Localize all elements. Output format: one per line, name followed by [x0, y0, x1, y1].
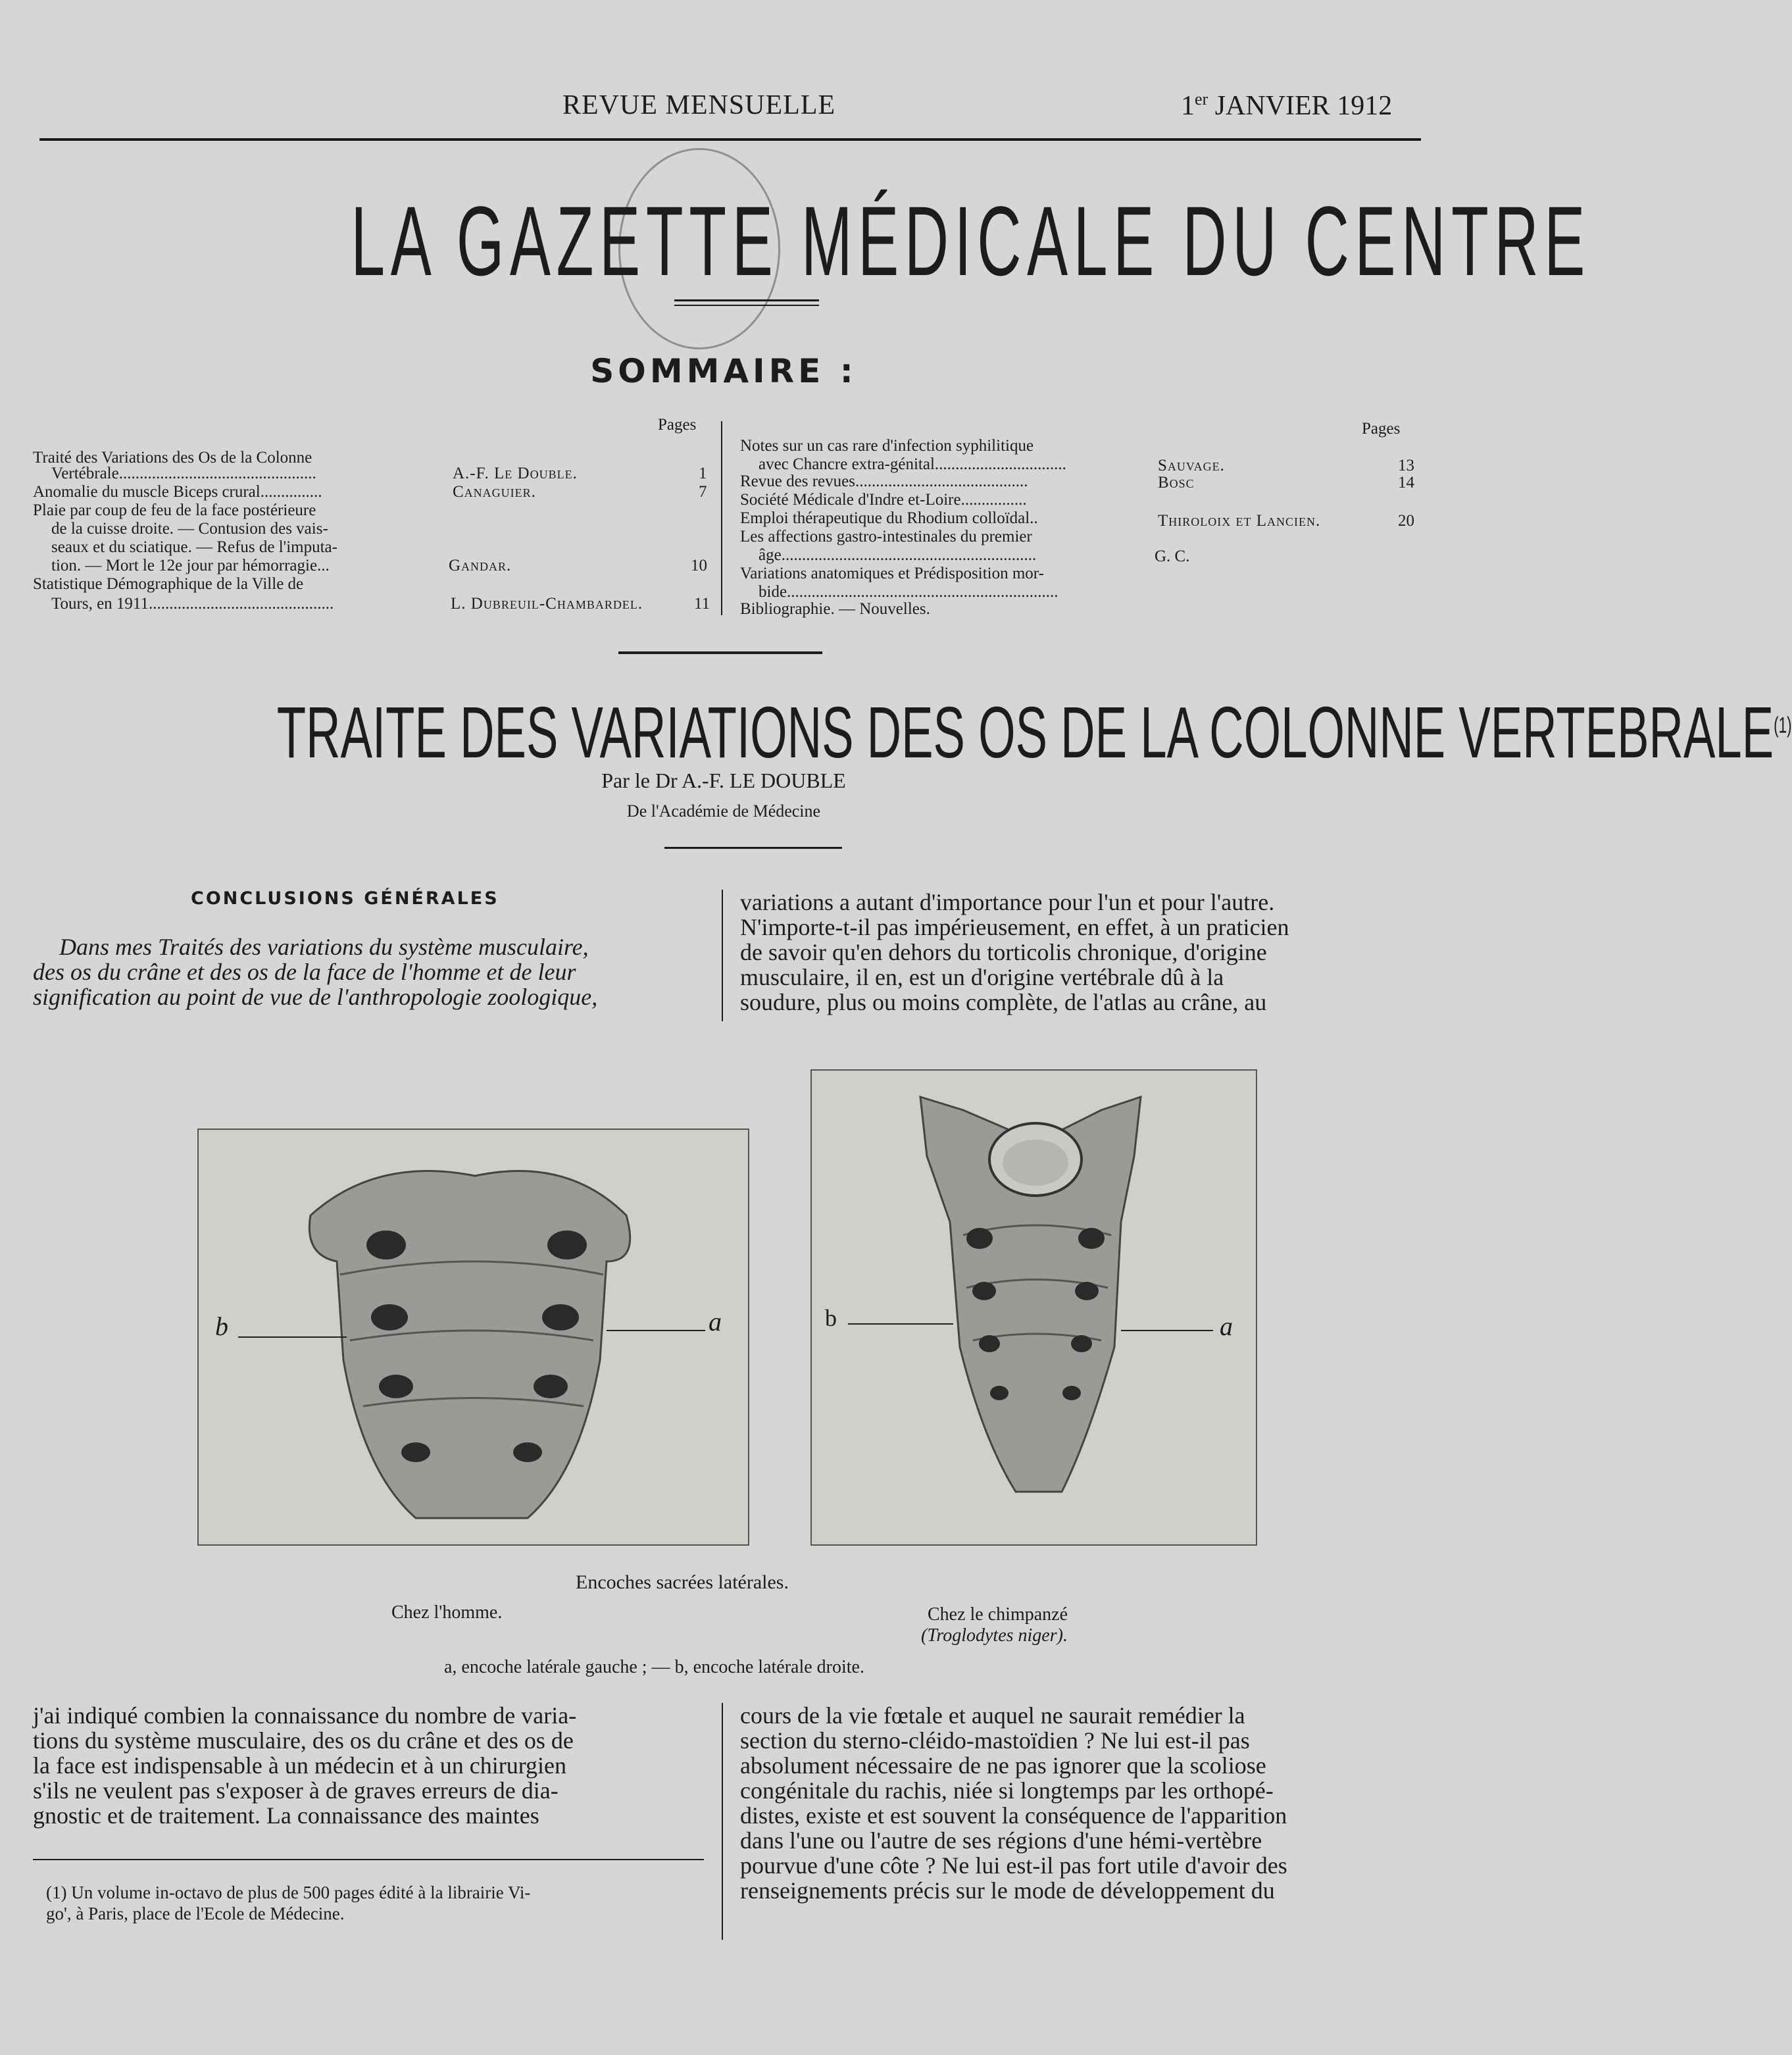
text-line: gnostic et de traitement. La connaissance des maintes	[33, 1802, 539, 1829]
toc-entry-title[interactable]: Tours, en 1911.............................................	[51, 595, 334, 613]
masthead-underline-2	[674, 305, 819, 306]
column-2-top	[740, 890, 1411, 1015]
column-1-bottom	[33, 1703, 704, 1828]
toc-entry-page: 7	[699, 483, 707, 501]
toc-entry-title[interactable]: Anomalie du muscle Biceps crural...............	[33, 483, 322, 501]
toc-entry-title[interactable]: Revue des revues..........................................	[740, 472, 1028, 490]
toc-entry-title[interactable]: Les affections gastro-intestinales du premier	[740, 528, 1032, 545]
toc-entry-title[interactable]: Plaie par coup de feu de la face postérieure	[33, 501, 316, 519]
figure-left-label: Chez l'homme.	[391, 1602, 503, 1623]
footnote-line: go', à Paris, place de l'Ecole de Médecine.	[46, 1904, 345, 1923]
toc-entry-title[interactable]: seaux et du sciatique. — Refus de l'imputa-	[51, 538, 337, 556]
label-b: b	[215, 1311, 228, 1341]
text-line: s'ils ne veulent pas s'exposer à de graves erreurs de dia-	[33, 1777, 559, 1804]
byline-rule	[664, 847, 842, 849]
column-divider-top	[722, 890, 723, 1021]
toc-entry-author: Bosc	[1158, 474, 1195, 492]
figure-chimpanzee-sacrum	[810, 1069, 1257, 1546]
toc-entry-author: G. C.	[1155, 547, 1190, 565]
toc-entry-author: Sauvage.	[1158, 457, 1225, 474]
text-line: N'importe-t-il pas impérieusement, en effet, à un praticien	[740, 914, 1289, 940]
text-line: dans l'une ou l'autre de ses régions d'une hémi-vertèbre	[740, 1827, 1262, 1854]
text-line: variations a autant d'importance pour l'un et pour l'autre.	[740, 889, 1275, 915]
article-byline: Par le Dr A.-F. LE DOUBLE	[601, 769, 846, 792]
text-line: Dans mes Traités des variations du système musculaire,	[59, 934, 589, 960]
toc-entry-title[interactable]: âge..............................................................	[759, 546, 1037, 564]
sommaire-heading: SOMMAIRE :	[590, 352, 857, 390]
toc-entry-author: Thiroloix et Lancien.	[1158, 512, 1321, 530]
text-line: cours de la vie fœtale et auquel ne saurait remédier la	[740, 1702, 1245, 1729]
human-sacrum-drawing	[199, 1130, 748, 1544]
column-2-bottom	[740, 1703, 1411, 1903]
toc-entry-title[interactable]: Société Médicale d'Indre et-Loire................	[740, 491, 1027, 509]
footnote-line: (1) Un volume in-octavo de plus de 500 pages édité à la librairie Vi-	[46, 1883, 531, 1902]
column-divider-bottom	[722, 1703, 723, 1940]
toc-entry-author: A.-F. Le Double.	[453, 465, 578, 482]
toc-entry-title[interactable]: de la cuisse droite. — Contusion des vais-	[51, 520, 328, 538]
figure-right-label-1: Chez le chimpanzé	[928, 1604, 1068, 1625]
section-rule	[618, 651, 822, 654]
section-heading: CONCLUSIONS GÉNÉRALES	[191, 888, 499, 909]
text-line: la face est indispensable à un médecin et à un chirurgien	[33, 1752, 567, 1779]
text-line: absolument nécessaire de ne pas ignorer que la scoliose	[740, 1752, 1266, 1779]
pages-label-left: Pages	[658, 416, 697, 434]
toc-entry-page: 14	[1398, 474, 1414, 492]
toc-entry-title[interactable]: Vertébrale................................................	[51, 465, 316, 482]
toc-entry-author: Canaguier.	[453, 483, 536, 501]
toc-entry-title[interactable]: bide..................................................................	[759, 583, 1058, 601]
toc-entry-author: L. Dubreuil-Chambardel.	[451, 595, 643, 613]
toc-entry-author: Gandar.	[449, 557, 512, 574]
text-line: musculaire, il en, est un d'origine vertébrale dû à la	[740, 964, 1224, 990]
text-line: des os du crâne et des os de la face de l'homme et de leur	[33, 959, 576, 985]
label-a: a	[1220, 1311, 1233, 1341]
header-rule	[39, 138, 1421, 141]
toc-entry-title[interactable]: Emploi thérapeutique du Rhodium colloïdal..	[740, 509, 1038, 527]
toc-entry-page: 1	[699, 465, 707, 482]
masthead-underline	[674, 299, 819, 301]
toc-entry-page: 10	[691, 557, 707, 574]
issue-date: 1er JANVIER 1912	[1181, 89, 1393, 121]
text-line: congénitale du rachis, niée si longtemps par les orthopé-	[740, 1777, 1274, 1804]
article-title: TRAITE DES VARIATIONS DES OS DE LA COLONNE VERTEBRALE$^{(1)}$	[276, 692, 1792, 773]
article-affiliation: De l'Académie de Médecine	[626, 801, 821, 821]
label-a: a	[709, 1307, 722, 1336]
toc-entry-title[interactable]: Notes sur un cas rare d'infection syphilitique	[740, 437, 1034, 455]
toc-column-divider	[721, 421, 722, 615]
figure-caption: Encoches sacrées latérales.	[576, 1571, 789, 1593]
text-line: soudure, plus ou moins complète, de l'atlas au crâne, au	[740, 989, 1267, 1015]
text-line: tions du système musculaire, des os du crâne et des os de	[33, 1727, 574, 1754]
pages-label-right: Pages	[1362, 420, 1401, 438]
toc-entry-title[interactable]: tion. — Mort le 12e jour par hémorragie...	[51, 557, 330, 574]
text-line: signification au point de vue de l'anthropologie zoologique,	[33, 984, 598, 1010]
footnote	[46, 1882, 704, 1924]
toc-entry-page: 13	[1398, 457, 1414, 474]
figure-human-sacrum	[197, 1129, 749, 1546]
figure-legend: a, encoche latérale gauche ; — b, encoche latérale droite.	[444, 1657, 864, 1677]
text-line: section du sterno-cléido-mastoïdien ? Ne lui est-il pas	[740, 1727, 1250, 1754]
toc-entry-title[interactable]: Statistique Démographique de la Ville de	[33, 575, 304, 593]
masthead-title: LA GAZETTE MÉDICALE DU CENTRE	[351, 186, 1591, 296]
footnote-rule	[33, 1859, 704, 1860]
column-1-top	[33, 934, 704, 1009]
text-line: j'ai indiqué combien la connaissance du nombre de varia-	[33, 1702, 577, 1729]
text-line: pourvue d'une côte ? Ne lui est-il pas fort utile d'avoir des	[740, 1852, 1287, 1879]
toc-entry-title[interactable]: avec Chancre extra-génital................................	[759, 455, 1066, 473]
toc-entry-title[interactable]: Traité des Variations des Os de la Colonne	[33, 449, 312, 467]
figure-right-label-2: (Troglodytes niger).	[921, 1625, 1068, 1646]
toc-entry-page: 20	[1398, 512, 1414, 530]
text-line: distes, existe et est souvent la conséquence de l'apparition	[740, 1802, 1287, 1829]
chimp-sacrum-drawing	[812, 1071, 1256, 1544]
toc-entry-title[interactable]: Variations anatomiques et Prédisposition mor-	[740, 565, 1044, 582]
toc-entry-title[interactable]: Bibliographie. — Nouvelles.	[740, 600, 930, 618]
label-b: b	[825, 1305, 837, 1331]
text-line: renseignements précis sur le mode de développement du	[740, 1877, 1275, 1904]
toc-entry-page: 11	[694, 595, 710, 613]
journal-period: REVUE MENSUELLE	[562, 90, 836, 120]
text-line: de savoir qu'en dehors du torticolis chronique, d'origine	[740, 939, 1267, 965]
